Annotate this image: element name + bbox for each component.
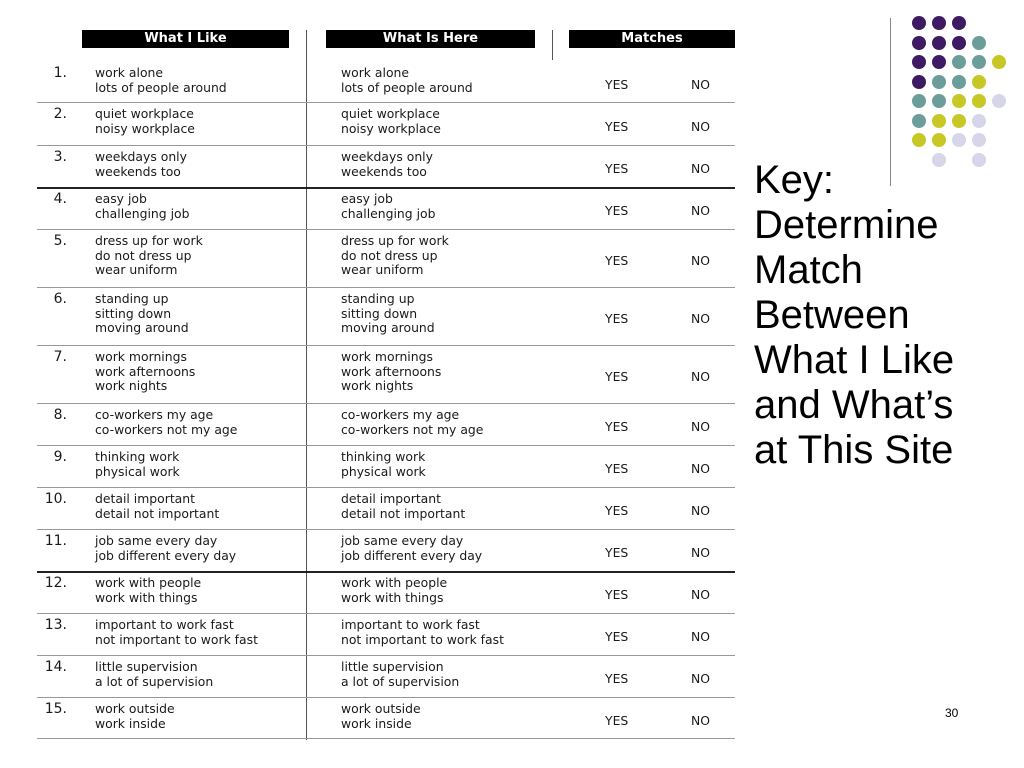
decorative-dot: [912, 55, 926, 69]
what-is-here-options: work mornings work afternoons work nights: [341, 349, 442, 394]
what-i-like-options: thinking work physical work: [95, 449, 180, 479]
table-row: [37, 146, 735, 189]
row-number: 4.: [53, 191, 67, 207]
what-i-like-options: job same every day job different every day: [95, 533, 237, 563]
match-yes-option[interactable]: YES: [605, 503, 629, 518]
table-row: [37, 288, 735, 346]
what-is-here-options: standing up sitting down moving around: [341, 291, 435, 336]
table-row: [37, 404, 735, 446]
match-no-option[interactable]: NO: [691, 503, 711, 518]
match-yes-option[interactable]: YES: [605, 713, 629, 728]
key-line: What I Like: [754, 338, 955, 382]
key-line: Between: [754, 293, 910, 337]
match-yes-option[interactable]: YES: [605, 671, 629, 686]
row-number: 3.: [53, 149, 67, 165]
table-row: [37, 614, 735, 656]
header-what-is-here: What Is Here: [326, 30, 535, 48]
match-no-option[interactable]: NO: [691, 545, 711, 560]
decorative-dot: [912, 16, 926, 30]
match-no-option[interactable]: NO: [691, 369, 711, 384]
what-i-like-options: dress up for work do not dress up wear uniform: [95, 233, 203, 278]
row-number: 6.: [53, 291, 67, 307]
row-number: 7.: [53, 349, 67, 365]
match-yes-option[interactable]: YES: [605, 629, 629, 644]
row-number: 12.: [44, 575, 67, 591]
match-no-option[interactable]: NO: [691, 671, 711, 686]
match-yes-option[interactable]: YES: [605, 461, 629, 476]
decorative-dot: [972, 153, 986, 167]
header-matches: Matches: [569, 30, 735, 48]
match-yes-option[interactable]: YES: [605, 119, 629, 134]
what-i-like-options: quiet workplace noisy workplace: [95, 106, 195, 136]
match-yes-option[interactable]: YES: [605, 419, 629, 434]
decorative-dot: [992, 55, 1006, 69]
match-yes-option[interactable]: YES: [605, 77, 629, 92]
key-line: Match: [754, 248, 863, 292]
match-no-option[interactable]: NO: [691, 587, 711, 602]
decorative-dot: [932, 75, 946, 89]
what-i-like-options: detail important detail not important: [95, 491, 220, 521]
match-yes-option[interactable]: YES: [605, 203, 629, 218]
decorative-dot: [952, 75, 966, 89]
decorative-dot: [952, 94, 966, 108]
match-yes-option[interactable]: YES: [605, 311, 629, 326]
row-number: 2.: [53, 106, 67, 122]
match-no-option[interactable]: NO: [691, 161, 711, 176]
table-row: [37, 346, 735, 404]
column-divider: [552, 30, 553, 60]
row-number: 14.: [44, 659, 67, 675]
what-i-like-options: work with people work with things: [95, 575, 202, 605]
decorative-dot: [972, 133, 986, 147]
match-no-option[interactable]: NO: [691, 77, 711, 92]
decorative-dot: [932, 114, 946, 128]
decorative-dot: [932, 133, 946, 147]
decorative-dot: [952, 114, 966, 128]
page-number: 30: [945, 706, 959, 720]
match-no-option[interactable]: NO: [691, 629, 711, 644]
what-is-here-options: little supervision a lot of supervision: [341, 659, 460, 689]
what-is-here-options: detail important detail not important: [341, 491, 466, 521]
what-i-like-options: weekdays only weekends too: [95, 149, 187, 179]
what-is-here-options: work outside work inside: [341, 701, 421, 731]
what-is-here-options: job same every day job different every day: [341, 533, 483, 563]
decorative-dot: [972, 55, 986, 69]
decorative-dot: [932, 55, 946, 69]
what-i-like-options: work outside work inside: [95, 701, 175, 731]
match-yes-option[interactable]: YES: [605, 253, 629, 268]
decorative-dot: [952, 55, 966, 69]
row-number: 11.: [44, 533, 67, 549]
what-is-here-options: weekdays only weekends too: [341, 149, 433, 179]
match-yes-option[interactable]: YES: [605, 587, 629, 602]
table-row: [37, 62, 735, 103]
decorative-dot: [912, 36, 926, 50]
decorative-dot: [972, 114, 986, 128]
what-i-like-options: co-workers my age co-workers not my age: [95, 407, 238, 437]
what-is-here-options: thinking work physical work: [341, 449, 426, 479]
decorative-dot: [952, 133, 966, 147]
match-no-option[interactable]: NO: [691, 119, 711, 134]
decorative-dot: [952, 36, 966, 50]
table-row: [37, 572, 735, 614]
table-row: [37, 446, 735, 488]
table-row: [37, 530, 735, 573]
key-line: at This Site: [754, 428, 954, 472]
match-no-option[interactable]: NO: [691, 713, 711, 728]
row-number: 5.: [53, 233, 67, 249]
key-line: Determine: [754, 203, 939, 247]
table-row: [37, 698, 735, 739]
key-text: [754, 158, 954, 473]
what-i-like-options: work mornings work afternoons work nights: [95, 349, 196, 394]
table-row: [37, 103, 735, 146]
row-number: 10.: [44, 491, 67, 507]
match-yes-option[interactable]: YES: [605, 545, 629, 560]
table-row: [37, 488, 735, 530]
what-is-here-options: important to work fast not important to work fast: [341, 617, 504, 647]
what-is-here-options: work with people work with things: [341, 575, 448, 605]
match-no-option[interactable]: NO: [691, 253, 711, 268]
row-number: 15.: [44, 701, 67, 717]
table-row: [37, 230, 735, 288]
what-i-like-options: little supervision a lot of supervision: [95, 659, 214, 689]
decorative-dot: [972, 94, 986, 108]
match-no-option[interactable]: NO: [691, 419, 711, 434]
match-yes-option[interactable]: YES: [605, 161, 629, 176]
match-no-option[interactable]: NO: [691, 203, 711, 218]
key-line: Key:: [754, 158, 835, 202]
table-row: [37, 188, 735, 230]
row-number: 8.: [53, 407, 67, 423]
what-is-here-options: co-workers my age co-workers not my age: [341, 407, 484, 437]
header-what-i-like: What I Like: [82, 30, 289, 48]
match-yes-option[interactable]: YES: [605, 369, 629, 384]
what-is-here-options: quiet workplace noisy workplace: [341, 106, 441, 136]
decorative-dot: [952, 16, 966, 30]
what-i-like-options: easy job challenging job: [95, 191, 190, 221]
what-i-like-options: important to work fast not important to work fast: [95, 617, 258, 647]
match-no-option[interactable]: NO: [691, 311, 711, 326]
what-i-like-options: standing up sitting down moving around: [95, 291, 189, 336]
what-is-here-options: easy job challenging job: [341, 191, 436, 221]
row-number: 1.: [53, 65, 67, 81]
what-is-here-options: dress up for work do not dress up wear uniform: [341, 233, 449, 278]
what-is-here-options: work alone lots of people around: [341, 65, 473, 95]
decorative-dot: [992, 94, 1006, 108]
decorative-dot: [972, 75, 986, 89]
decorative-dot: [912, 75, 926, 89]
row-number: 13.: [44, 617, 67, 633]
row-number: 9.: [53, 449, 67, 465]
decorative-dot: [912, 133, 926, 147]
key-line: and What’s: [754, 383, 954, 427]
decorative-dot: [932, 16, 946, 30]
decorative-dot: [932, 94, 946, 108]
decorative-dot: [912, 94, 926, 108]
decorative-dot: [912, 114, 926, 128]
decorative-dot: [972, 36, 986, 50]
table-row: [37, 656, 735, 698]
what-i-like-options: work alone lots of people around: [95, 65, 227, 95]
decorative-dot: [932, 36, 946, 50]
match-no-option[interactable]: NO: [691, 461, 711, 476]
